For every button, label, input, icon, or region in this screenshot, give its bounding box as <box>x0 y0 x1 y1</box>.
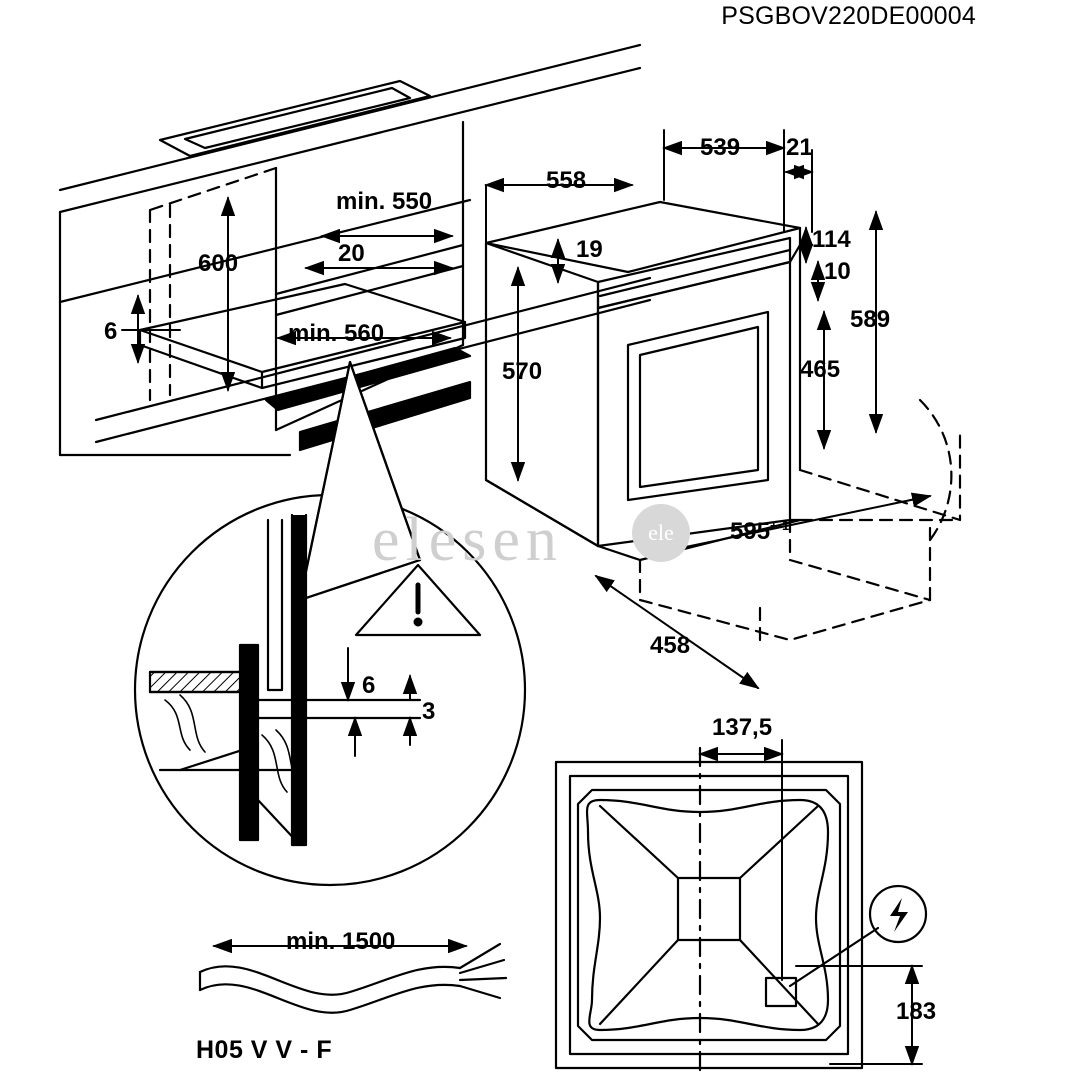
dim-458: 458 <box>650 632 691 659</box>
dim-539: 539 <box>700 134 741 161</box>
dim-600: 600 <box>198 250 239 277</box>
dim-570: 570 <box>502 358 543 385</box>
dim-6-left: 6 <box>104 318 118 345</box>
watermark-text: elesen <box>372 506 563 574</box>
dim-10: 10 <box>824 258 851 285</box>
dim-183: 183 <box>896 998 937 1025</box>
dim-114: 114 <box>812 226 851 253</box>
cable-type-label: H05 V V - F <box>196 1036 333 1064</box>
rear-panel-view <box>556 748 926 1076</box>
dim-detail-3: 3 <box>422 698 436 725</box>
dim-595: $595^{+-1}$ <box>730 518 790 545</box>
watermark-badge: ele <box>632 504 690 562</box>
dim-min-1500: min. 1500 <box>286 928 396 955</box>
dim-min-560: min. 560 <box>288 320 385 347</box>
dim-558: 558 <box>546 167 587 194</box>
dim-589: 589 <box>850 306 891 333</box>
dim-min-550: min. 550 <box>336 188 433 215</box>
dimension-lines <box>122 130 930 1064</box>
dim-21: 21 <box>786 134 813 161</box>
document-code: PSGBOV220DE00004 <box>721 2 976 30</box>
dim-137-5: 137,5 <box>712 714 773 741</box>
dim-detail-6: 6 <box>362 672 376 699</box>
dim-20: 20 <box>338 240 365 267</box>
dim-19: 19 <box>576 236 603 263</box>
dim-465: 465 <box>800 356 841 383</box>
